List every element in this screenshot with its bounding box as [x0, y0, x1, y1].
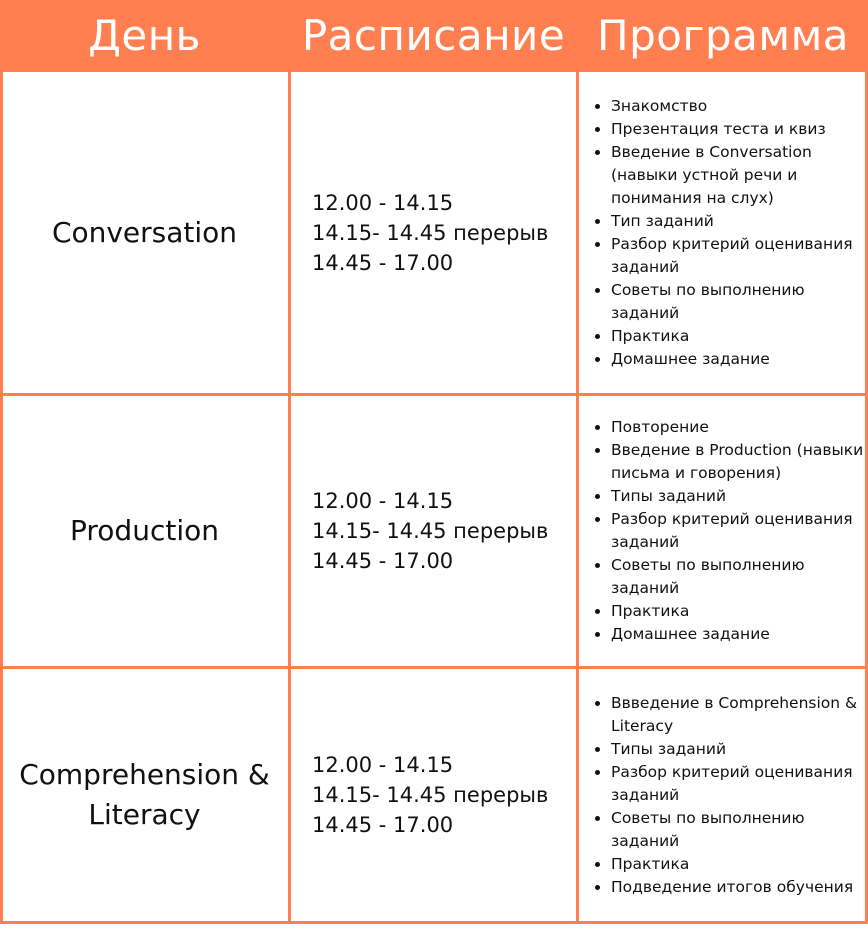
- program-item: • Тип заданий: [611, 210, 864, 233]
- schedule-cell: [289, 669, 578, 921]
- schedule-time: 14.15- 14.45 перерыв: [312, 783, 549, 807]
- program-list: [590, 692, 864, 899]
- program-list: [590, 416, 864, 646]
- program-item: • Типы заданий: [611, 738, 864, 761]
- border-bottom: [0, 921, 868, 924]
- program-item: • Советы по выполнению заданий: [611, 279, 864, 325]
- day-name: Production: [70, 514, 219, 547]
- program-item: • Презентация теста и квиз: [611, 118, 864, 141]
- day-cell: [0, 396, 289, 666]
- program-item: • Введение в Conversation (навыки устной речи и понимания на слух): [611, 141, 864, 210]
- schedule-time: 12.00 - 14.15: [312, 489, 454, 513]
- table-header: [0, 0, 868, 72]
- schedule-time: 14.15- 14.45 перерыв: [312, 519, 549, 543]
- schedule-cell: [289, 396, 578, 666]
- program-item: • Разбор критерий оценивания заданий: [611, 233, 864, 279]
- day-cell: [0, 72, 289, 393]
- program-item: • Домашнее задание: [611, 348, 864, 371]
- header-program: Программа: [596, 11, 849, 60]
- header-schedule: Расписание: [301, 11, 566, 60]
- schedule-cell: [289, 72, 578, 393]
- program-item: • Советы по выполнению заданий: [611, 807, 864, 853]
- program-item: • Практика: [611, 600, 864, 623]
- header-day: День: [88, 11, 201, 60]
- program-item: • Подведение итогов обучения: [611, 876, 864, 899]
- program-item: • Практика: [611, 853, 864, 876]
- program-cell: [578, 396, 868, 666]
- day-name: Comprehension &: [19, 758, 270, 791]
- program-item: • Практика: [611, 325, 864, 348]
- program-cell: [578, 72, 868, 393]
- program-item: • Разбор критерий оценивания заданий: [611, 761, 864, 807]
- program-item: • Домашнее задание: [611, 623, 864, 646]
- program-item: • Ввведение в Comprehension & Literacy: [611, 692, 864, 738]
- table-row: [0, 669, 868, 921]
- day-name: Literacy: [88, 798, 201, 831]
- schedule-time: 14.45 - 17.00: [312, 549, 454, 573]
- schedule-time: 12.00 - 14.15: [312, 753, 454, 777]
- program-item: • Повторение: [611, 416, 864, 439]
- program-item: • Введение в Production (навыки письма и говорения): [611, 439, 864, 485]
- day-cell: [0, 669, 289, 921]
- program-list: [590, 95, 864, 371]
- program-item: • Разбор критерий оценивания заданий: [611, 508, 864, 554]
- schedule-time: 12.00 - 14.15: [312, 190, 454, 215]
- schedule-time: 14.45 - 17.00: [312, 250, 454, 275]
- schedule-time: 14.45 - 17.00: [312, 813, 454, 837]
- program-item: • Типы заданий: [611, 485, 864, 508]
- table-row: [0, 396, 868, 666]
- day-name: Conversation: [51, 215, 238, 249]
- program-cell: [578, 669, 868, 921]
- schedule-time: 14.15- 14.45 перерыв: [312, 220, 549, 245]
- program-item: • Советы по выполнению заданий: [611, 554, 864, 600]
- program-item: • Знакомство: [611, 95, 864, 118]
- table-row: [0, 72, 868, 393]
